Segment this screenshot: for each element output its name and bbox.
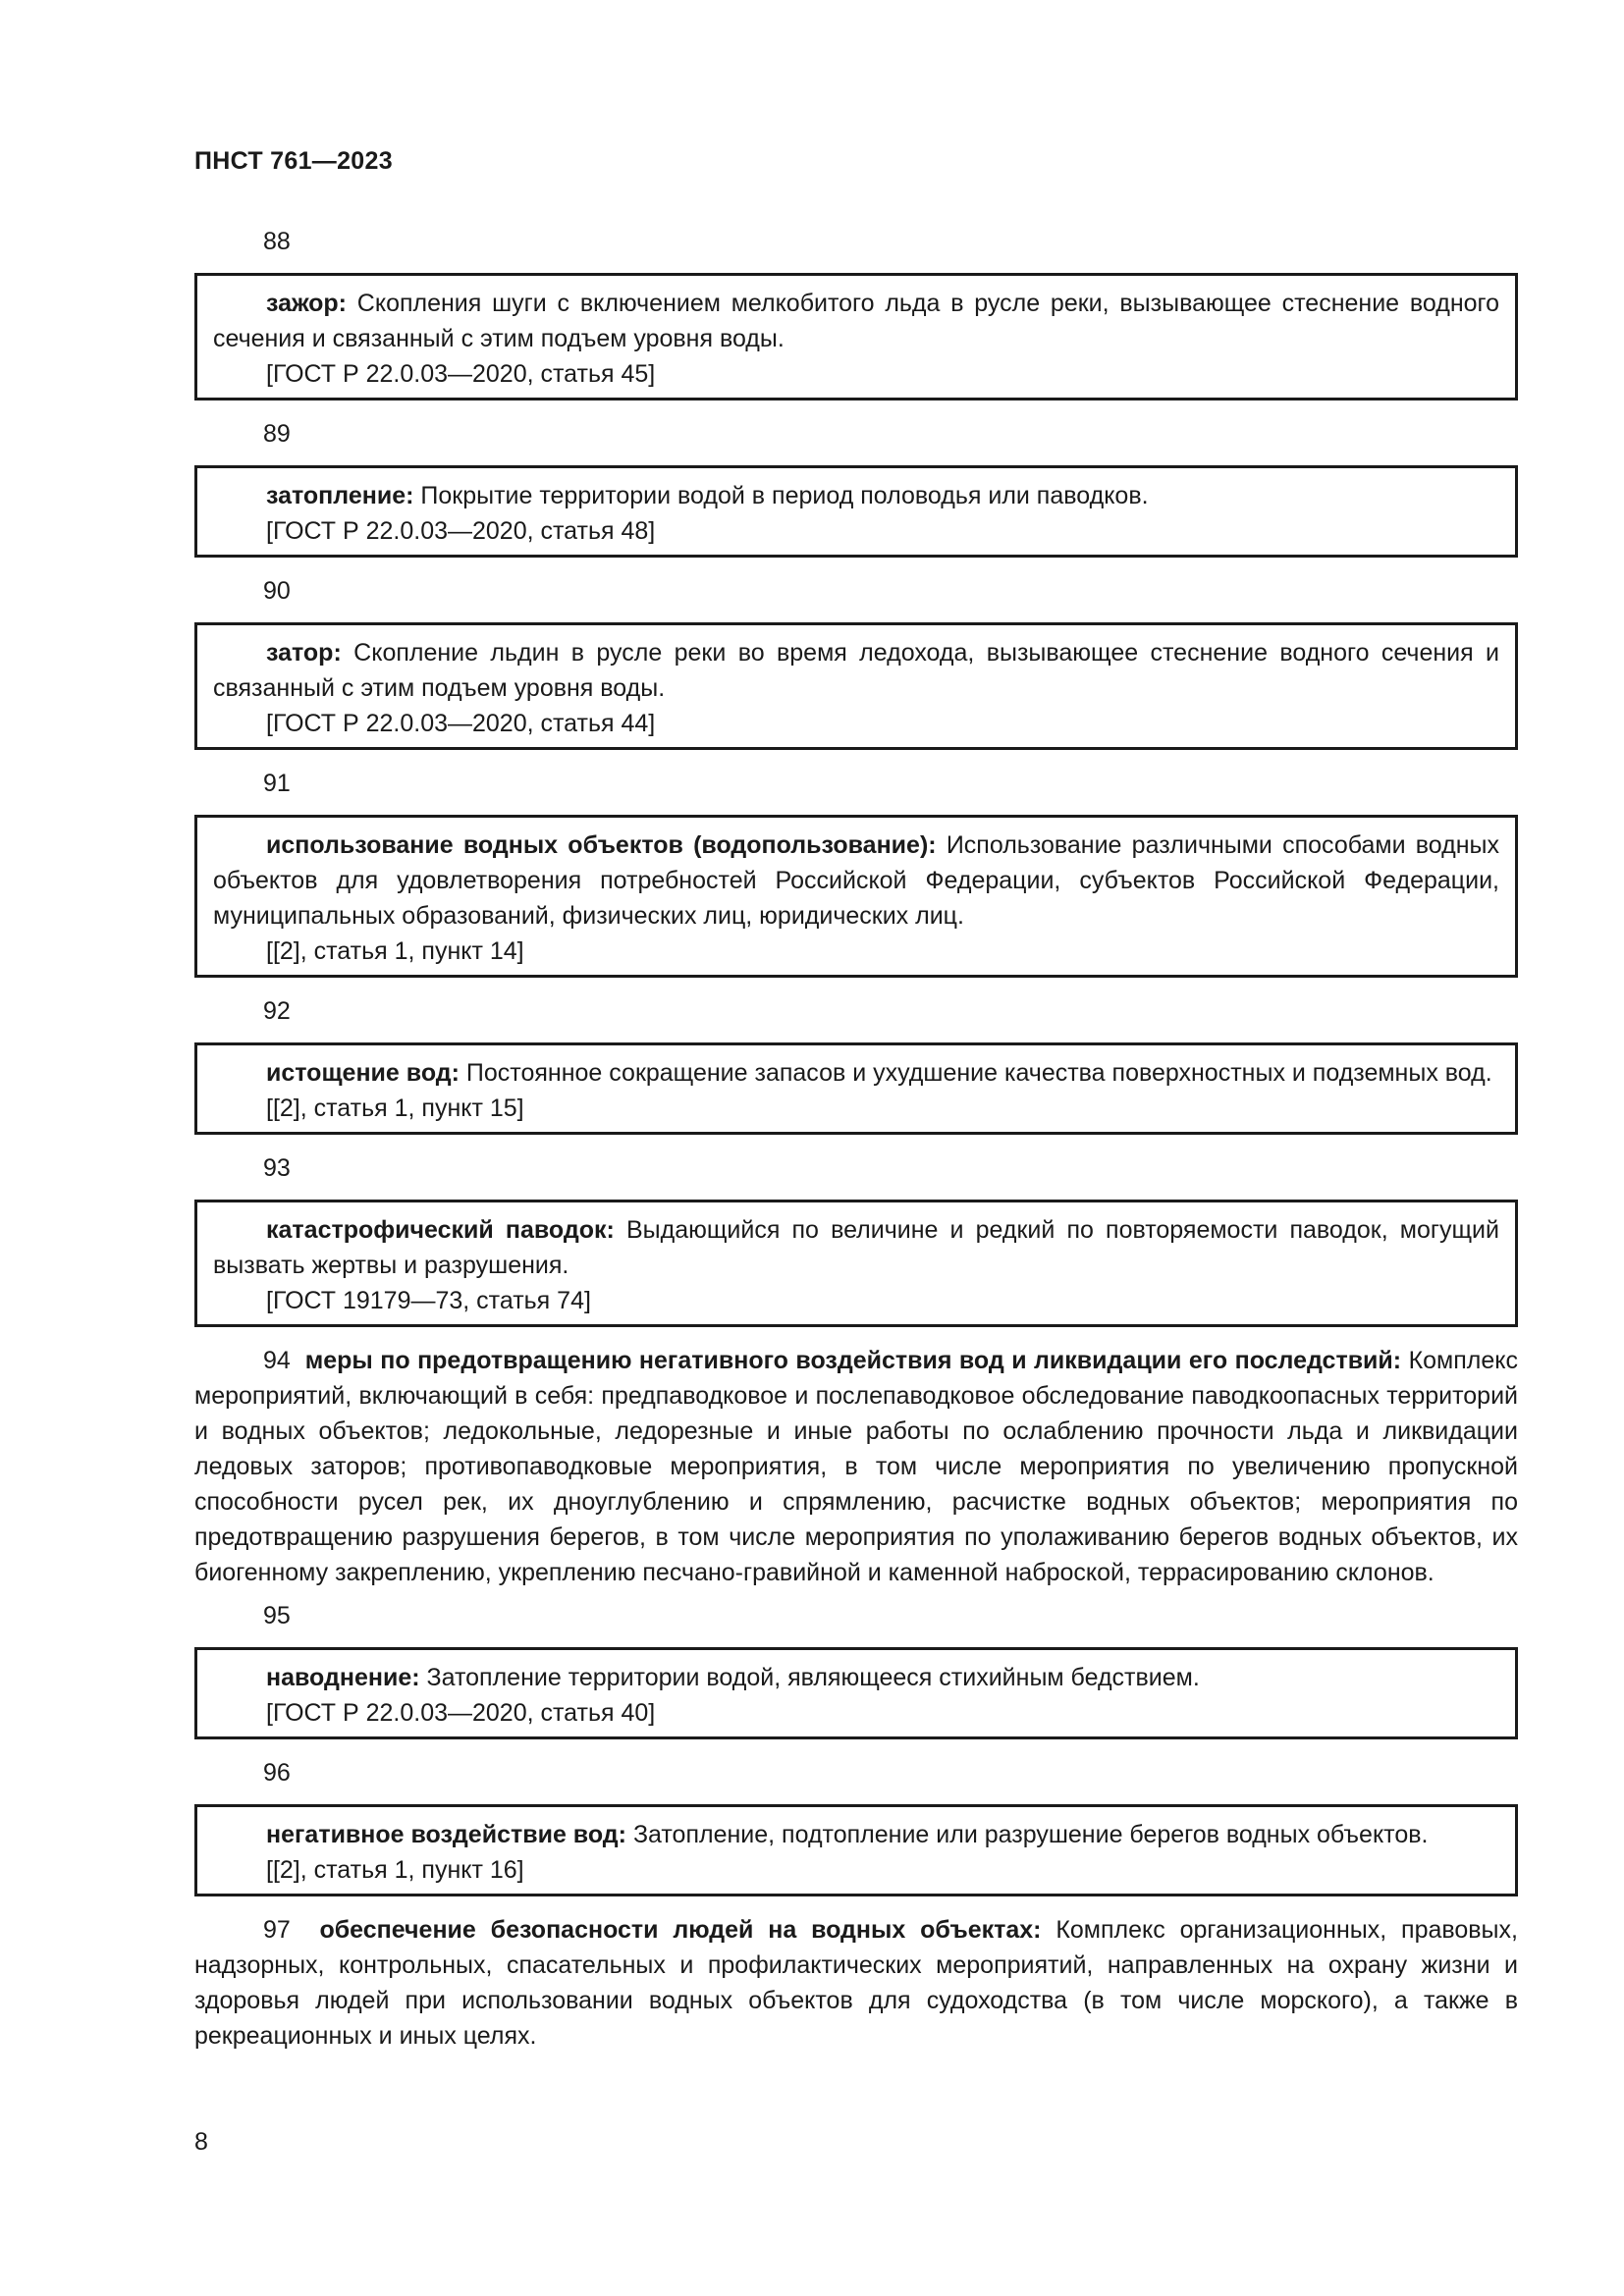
term-name: обеспечение безопасности людей на водных объектах: bbox=[319, 1916, 1042, 1944]
term-text: Затопление территории водой, являющееся стихийным бедствием. bbox=[426, 1664, 1200, 1691]
term-number-inline: 97 bbox=[263, 1916, 291, 1944]
term-number: 95 bbox=[263, 1602, 291, 1629]
term-box bbox=[194, 273, 1518, 400]
term-paragraph bbox=[194, 1912, 1518, 2054]
term-paragraph bbox=[194, 1343, 1518, 1590]
term-number: 89 bbox=[263, 420, 291, 448]
term-number: 90 bbox=[263, 577, 291, 605]
term-text: Покрытие территории водой в период половодья или паводков. bbox=[420, 482, 1149, 509]
term-source: [[2], статья 1, пункт 14] bbox=[266, 937, 524, 965]
term-definition bbox=[213, 1817, 1499, 1852]
term-name: наводнение: bbox=[266, 1664, 420, 1691]
term-box bbox=[194, 1200, 1518, 1327]
term-text: Скопление льдин в русле реки во время ледохода, вызывающее стеснение водного сечения и связанный с этим подъем уровня воды. bbox=[213, 639, 1499, 702]
term-name: затор: bbox=[266, 639, 342, 667]
term-name: истощение вод: bbox=[266, 1059, 460, 1087]
term-box bbox=[194, 815, 1518, 978]
term-text: Комплекс организационных, правовых, надзорных, контрольных, спасательных и профилактических мероприятий, направленных на охрану жизни и здоровья людей при использовании водных объектов для судоходства (в том числе морского), а также в рекреационных и иных целях. bbox=[194, 1916, 1518, 2050]
term-source: [[2], статья 1, пункт 15] bbox=[266, 1095, 524, 1122]
term-number: 91 bbox=[263, 770, 291, 797]
term-text: Затопление, подтопление или разрушение берегов водных объектов. bbox=[632, 1821, 1429, 1848]
term-definition bbox=[213, 828, 1499, 934]
term-number-inline: 94 bbox=[263, 1347, 291, 1374]
term-name: использование водных объектов (водопользование): bbox=[266, 831, 937, 859]
term-text: Постоянное сокращение запасов и ухудшение качества поверхностных и подземных вод. bbox=[465, 1059, 1492, 1087]
terms-content bbox=[194, 224, 1518, 2061]
term-source: [ГОСТ Р 22.0.03—2020, статья 44] bbox=[266, 710, 656, 737]
document-code: ПНСТ 761—2023 bbox=[194, 147, 393, 175]
term-box bbox=[194, 1804, 1518, 1896]
term-source: [ГОСТ Р 22.0.03—2020, статья 48] bbox=[266, 517, 656, 545]
term-definition bbox=[213, 635, 1499, 706]
term-text: Скопления шуги с включением мелкобитого льда в русле реки, вызывающее стеснение водного сечения и связанный с этим подъем уровня воды. bbox=[213, 290, 1500, 352]
term-source: [ГОСТ 19179—73, статья 74] bbox=[266, 1287, 591, 1314]
term-source: [ГОСТ Р 22.0.03—2020, статья 45] bbox=[266, 360, 656, 388]
term-number: 96 bbox=[263, 1759, 291, 1787]
term-definition bbox=[213, 1212, 1499, 1283]
term-box bbox=[194, 1647, 1518, 1739]
term-text: Использование различными способами водных объектов для удовлетворения потребностей Российской Федерации, субъектов Российской Федерации, муниципальных образований, физических лиц, юридических лиц. bbox=[213, 831, 1499, 930]
term-definition bbox=[213, 1660, 1499, 1695]
term-box bbox=[194, 622, 1518, 750]
term-text: Комплекс мероприятий, включающий в себя: предпаводковое и послепаводковое обследование паводкоопасных территорий и водных объектов; ледокольные, ледорезные и иные работы по ослаблению прочности льда и ликвидации ледовых заторов; противопаводковые мероприятия, в том числе мероприятия по увеличению пропускной способности русел рек, их дноуглублению и спрямлению, расчистке водных объектов; мероприятия по предотвращению разрушения берегов, в том числе мероприятия по уполаживанию берегов водных объектов, их биогенному закреплению, укреплению песчано-гравийной и каменной наброской, террасированию склонов. bbox=[194, 1347, 1518, 1586]
term-name: затопление: bbox=[266, 482, 414, 509]
term-definition bbox=[213, 478, 1499, 513]
term-definition bbox=[213, 1055, 1499, 1091]
term-name: зажор: bbox=[266, 290, 347, 317]
term-box bbox=[194, 1042, 1518, 1135]
term-number: 93 bbox=[263, 1154, 291, 1182]
term-number: 92 bbox=[263, 997, 291, 1025]
term-number: 88 bbox=[263, 228, 291, 255]
term-definition bbox=[213, 286, 1499, 356]
term-source: [[2], статья 1, пункт 16] bbox=[266, 1856, 524, 1884]
term-text: Выдающийся по величине и редкий по повторяемости паводок, могущий вызвать жертвы и разрушения. bbox=[213, 1216, 1499, 1279]
term-name: катастрофический паводок: bbox=[266, 1216, 615, 1244]
term-source: [ГОСТ Р 22.0.03—2020, статья 40] bbox=[266, 1699, 656, 1727]
page-number: 8 bbox=[194, 2128, 208, 2156]
term-name: негативное воздействие вод: bbox=[266, 1821, 626, 1848]
term-box bbox=[194, 465, 1518, 558]
term-name: меры по предотвращению негативного воздействия вод и ликвидации его последствий: bbox=[304, 1347, 1402, 1374]
